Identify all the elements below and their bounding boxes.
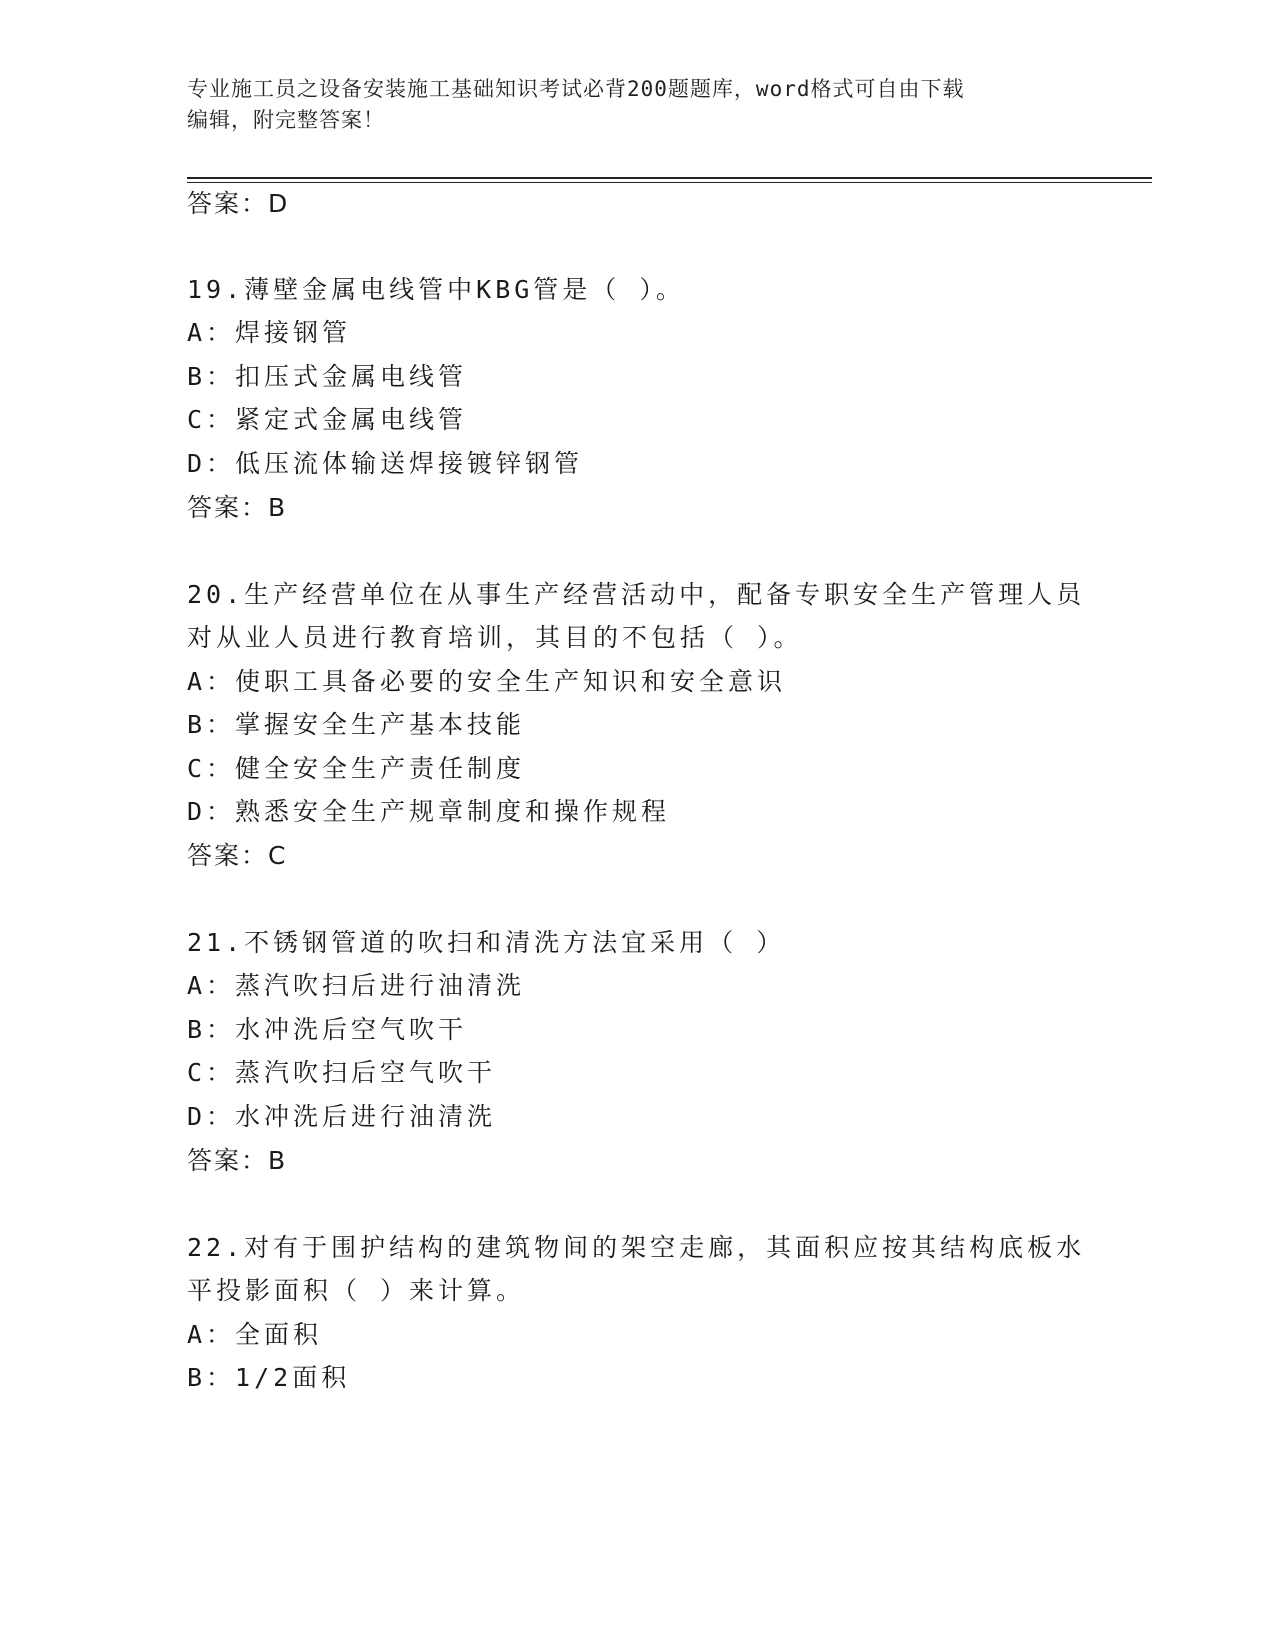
question-22-option-a: A：全面积 — [187, 1320, 323, 1349]
question-22-option-b: B：1/2面积 — [187, 1363, 351, 1392]
question-19-option-a: A：焊接钢管 — [187, 318, 352, 347]
question-20-option-a: A：使职工具备必要的安全生产知识和安全意识 — [187, 667, 787, 696]
question-21-option-d: D：水冲洗后进行油清洗 — [187, 1102, 497, 1131]
question-19-answer: 答案：B — [187, 493, 288, 522]
question-20-option-d: D：熟悉安全生产规章制度和操作规程 — [187, 797, 671, 826]
document-header — [187, 74, 1067, 136]
header-divider-thick — [187, 177, 1152, 179]
question-21-option-b: B：水冲洗后空气吹干 — [187, 1015, 468, 1044]
question-19-option-c: C：紧定式金属电线管 — [187, 405, 468, 434]
question-21-stem: 21.不锈钢管道的吹扫和清洗方法宜采用（ ） — [187, 928, 786, 957]
question-20-option-c: C：健全安全生产责任制度 — [187, 754, 526, 783]
question-20-stem-line-1: 20.生产经营单位在从事生产经营活动中，配备专职安全生产管理人员 — [187, 580, 1086, 609]
answer-line: 答案：D — [187, 189, 290, 218]
question-20-stem-line-2: 对从业人员进行教育培训，其目的不包括（ ）。 — [187, 623, 803, 652]
question-21-answer: 答案：B — [187, 1146, 288, 1175]
question-19-stem: 19.薄壁金属电线管中KBG管是（ ）。 — [187, 275, 685, 304]
question-21-option-c: C：蒸汽吹扫后空气吹干 — [187, 1058, 497, 1087]
question-22-stem-line-1: 22.对有于围护结构的建筑物间的架空走廊，其面积应按其结构底板水 — [187, 1233, 1086, 1262]
header-line-1: 专业施工员之设备安装施工基础知识考试必背200题题库，word格式可自由下载 — [187, 77, 965, 101]
header-line-2: 编辑，附完整答案！ — [187, 108, 385, 132]
question-19-option-d: D：低压流体输送焊接镀锌钢管 — [187, 449, 584, 478]
header-divider-thin — [187, 182, 1152, 183]
question-21-option-a: A：蒸汽吹扫后进行油清洗 — [187, 971, 526, 1000]
question-19-option-b: B：扣压式金属电线管 — [187, 362, 468, 391]
question-20-option-b: B：掌握安全生产基本技能 — [187, 710, 526, 739]
question-20-answer: 答案：C — [187, 841, 288, 870]
question-22-stem-line-2: 平投影面积（ ）来计算。 — [187, 1276, 526, 1305]
